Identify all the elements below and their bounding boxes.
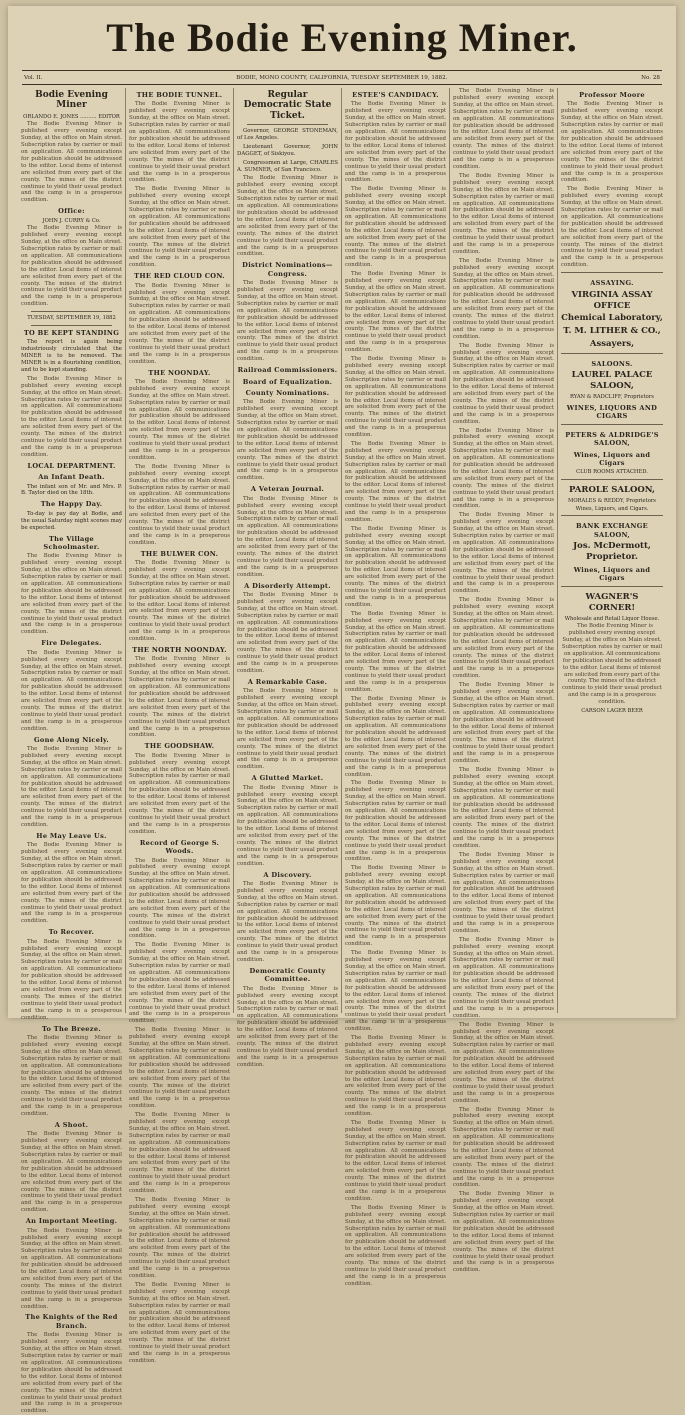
- item-title: To The Breeze.: [42, 1024, 101, 1033]
- filler-text: The Bodie Evening Miner is published every evening except Sunday, at the office on Main street. Subscription rates by carrier or mail on application. All communications for publication should be addressed to the editor. Local items of interest are solicited from every part of the county. The mines of the district continue to yield their usual product and the camp is in a prosperous condition.: [129, 1112, 230, 1195]
- article-title: A Disorderly Attempt.: [244, 581, 331, 590]
- article-title: A Discovery.: [263, 870, 312, 879]
- column-5: [450, 88, 558, 1274]
- proprietor: JOHN J. CURRY & Co.: [42, 217, 101, 224]
- filler-text: The Bodie Evening Miner is published every evening except Sunday, at the office on Main street. Subscription rates by carrier or mail on application. All communications for publication should be addressed to the editor. Local items of interest are solicited from every part of the county. The mines of the district continue to yield their usual product and the camp is in a prosperous condition.: [345, 440, 446, 523]
- ticket-title: Regular Democratic State Ticket.: [243, 90, 332, 121]
- column-1: [18, 88, 126, 1415]
- filler-text: The Bodie Evening Miner is published every evening except Sunday, at the office on Main street. Subscription rates by carrier or mail on application. All communications for publication should be addressed to the editor. Local items of interest are solicited from every part of the county. The mines of the district continue to yield their usual product and the camp is in a prosperous condition.: [453, 342, 554, 425]
- item-title: A Shoot.: [54, 1120, 89, 1129]
- ad-proprietors: RYAN & RADCLIFF, Proprietors: [570, 394, 654, 401]
- ad-line: CARSON LAGER BEER: [581, 708, 643, 715]
- candidate: Lieutenant Governor, JOHN DAGGET, of Siskiyou.: [237, 143, 338, 157]
- filler-text: The Bodie Evening Miner is published every evening except Sunday, at the office on Main street. Subscription rates by carrier or mail on application. All communications for publication should be addressed to the editor. Local items of interest are solicited from every part of the county. The mines of the district continue to yield their usual product and the camp is in a prosperous condition.: [21, 375, 122, 458]
- item-text: The infant son of Mr. and Mrs. P. B. Taylor died on the 18th.: [21, 483, 122, 497]
- ad-line: Wines, Liquors, and Cigars.: [575, 505, 649, 512]
- filler-text: The Bodie Evening Miner is published every evening except Sunday, at the office on Main street. Subscription rates by carrier or mail on application. All communications for publication should be addressed to the editor. Local items of interest are solicited from every part of the county. The mines of the district continue to yield their usual product and the camp is in a prosperous condition.: [129, 378, 230, 461]
- article-title: ESTEE'S CANDIDACY.: [352, 91, 439, 99]
- section-title: Board of Equalization.: [242, 377, 333, 386]
- filler-text: The Bodie Evening Miner is published every evening except Sunday, at the office on Main street. Subscription rates by carrier or mail on application. All communications for publication should be addressed to the editor. Local items of interest are solicited from every part of the county. The mines of the district continue to yield their usual product and the camp is in a prosperous condition.: [345, 356, 446, 439]
- article-title: A Remarkable Case.: [247, 677, 328, 686]
- article-title: THE RED CLOUD CON.: [134, 272, 225, 281]
- filler-text: The Bodie Evening Miner is published every evening except Sunday, at the office on Main street. Subscription rates by carrier or mail on application. All communications for publication should be addressed to the editor. Local items of interest are solicited from every part of the county. The mines of the district continue to yield their usual product and the camp is in a prosperous condition.: [237, 495, 338, 578]
- ad-name: BANK EXCHANGE SALOON,: [576, 522, 648, 539]
- ad-name: PAROLE SALOON,: [569, 485, 655, 496]
- filler-text: The Bodie Evening Miner is published every evening except Sunday, at the office on Main street. Subscription rates by carrier or mail on application. All communications for publication should be addressed to the editor. Local items of interest are solicited from every part of the county. The mines of the district continue to yield their usual product and the camp is in a prosperous condition.: [129, 656, 230, 739]
- article-title: TO BE KEPT STANDING: [23, 328, 120, 337]
- article-title: THE GOODSHAW.: [144, 742, 215, 751]
- item-title: The Happy Day.: [40, 500, 103, 509]
- ad-line: WINES, LIQUORS AND CIGARS: [566, 403, 658, 421]
- divider: [31, 311, 112, 312]
- article-title: THE NORTH NOONDAY.: [132, 646, 227, 654]
- filler-text: The Bodie Evening Miner is published every evening except Sunday, at the office on Main street. Subscription rates by carrier or mail on application. All communications for publication should be addressed to the editor. Local items of interest are solicited from every part of the county. The mines of the district continue to yield their usual product and the camp is in a prosperous condition.: [21, 842, 122, 925]
- dateline: [22, 70, 662, 85]
- filler-text: The Bodie Evening Miner is published every evening except Sunday, at the office on Main street. Subscription rates by carrier or mail on application. All communications for publication should be addressed to the editor. Local items of interest are solicited from every part of the county. The mines of the district continue to yield their usual product and the camp is in a prosperous condition.: [21, 1227, 122, 1310]
- filler-text: The Bodie Evening Miner is published every evening except Sunday, at the office on Main street. Subscription rates by carrier or mail on application. All communications for publication should be addressed to the editor. Local items of interest are solicited from every part of the county. The mines of the district continue to yield their usual product and the camp is in a prosperous condition.: [345, 950, 446, 1033]
- filler-text: The Bodie Evening Miner is published every evening except Sunday, at the office on Main street. Subscription rates by carrier or mail on application. All communications for publication should be addressed to the editor. Local items of interest are solicited from every part of the county. The mines of the district continue to yield their usual product and the camp is in a prosperous condition.: [237, 592, 338, 674]
- ad-parole: [561, 479, 663, 512]
- column-2: [126, 88, 234, 1364]
- ad-heading: SALOONS.: [591, 360, 633, 368]
- filler-text: The Bodie Evening Miner is published every evening except Sunday, at the office on Main street. Subscription rates by carrier or mail on application. All communications for publication should be addressed to the editor. Local items of interest are solicited from every part of the county. The mines of the district continue to yield their usual product and the camp is in a prosperous condition.: [21, 553, 122, 636]
- filler-text: The Bodie Evening Miner is published every evening except Sunday, at the office on Main street. Subscription rates by carrier or mail on application. All communications for publication should be addressed to the editor. Local items of interest are solicited from every part of the county. The mines of the district continue to yield their usual product and the camp is in a prosperous condition.: [345, 780, 446, 863]
- filler-text: The Bodie Evening Miner is published every evening except Sunday, at the office on Main street. Subscription rates by carrier or mail on application. All communications for publication should be addressed to the editor. Local items of interest are solicited from every part of the county. The mines of the district continue to yield their usual product and the camp is in a prosperous condition.: [453, 427, 554, 510]
- filler-text: The Bodie Evening Miner is published every evening except Sunday, at the office on Main street. Subscription rates by carrier or mail on application. All communications for publication should be addressed to the editor. Local items of interest are solicited from every part of the county. The mines of the district continue to yield their usual product and the camp is in a prosperous condition.: [345, 865, 446, 948]
- editor-line: ORLANDO E. JONES .......... EDITOR: [23, 113, 120, 120]
- ad-peters: [561, 424, 663, 476]
- ad-line: Wholesale and Retail Liquor House.: [564, 615, 660, 622]
- item-title: He May Leave Us.: [36, 831, 107, 840]
- columns: [18, 88, 666, 1415]
- ad-heading: ASSAYING.: [590, 279, 634, 288]
- filler-text: The Bodie Evening Miner is published every evening except Sunday, at the office on Main street. Subscription rates by carrier or mail on application. All communications for publication should be addressed to the editor. Local items of interest are solicited from every part of the county. The mines of the district continue to yield their usual product and the camp is in a prosperous condition.: [129, 463, 230, 546]
- item-title: An Important Meeting.: [25, 1217, 118, 1226]
- filler-text: The Bodie Evening Miner is published every evening except Sunday, at the office on Main street. Subscription rates by carrier or mail on application. All communications for publication should be addressed to the editor. Local items of interest are solicited from every part of the county. The mines of the district continue to yield their usual product and the camp is in a prosperous condition.: [345, 1119, 446, 1202]
- ad-name: VIRGINIA ASSAY OFFICE: [571, 289, 653, 311]
- filler-text: The Bodie Evening Miner is published every evening except Sunday, at the office on Main street. Subscription rates by carrier or mail on application. All communications for publication should be addressed to the editor. Local items of interest are solicited from every part of the county. The mines of the district continue to yield their usual product and the camp is in a prosperous condition.: [237, 399, 338, 482]
- filler-text: The Bodie Evening Miner is published every evening except Sunday, at the office on Main street. Subscription rates by carrier or mail on application. All communications for publication should be addressed to the editor. Local items of interest are solicited from every part of the county. The mines of the district continue to yield their usual product and the camp is in a prosperous condition.: [237, 880, 338, 963]
- filler-text: The Bodie Evening Miner is published every evening except Sunday, at the office on Main street. Subscription rates by carrier or mail on application. All communications for publication should be addressed to the editor. Local items of interest are solicited from every part of the county. The mines of the district continue to yield their usual product and the camp is in a prosperous condition.: [561, 186, 663, 269]
- ad-line: Wines, Liquors and Cigars: [573, 565, 651, 583]
- filler-text: The Bodie Evening Miner is published every evening except Sunday, at the office on Main street. Subscription rates by carrier or mail on application. All communications for publication should be addressed to the editor. Local items of interest are solicited from every part of the county. The mines of the district continue to yield their usual product and the camp is in a prosperous condition.: [129, 942, 230, 1025]
- filler-text: The Bodie Evening Miner is published every evening except Sunday, at the office on Main street. Subscription rates by carrier or mail on application. All communications for publication should be addressed to the editor. Local items of interest are solicited from every part of the county. The mines of the district continue to yield their usual product and the camp is in a prosperous condition.: [129, 752, 230, 835]
- filler-text: The Bodie Evening Miner is published every evening except Sunday, at the office on Main street. Subscription rates by carrier or mail on application. All communications for publication should be addressed to the editor. Local items of interest are solicited from every part of the county. The mines of the district continue to yield their usual product and the camp is in a prosperous condition.: [345, 101, 446, 184]
- filler-text: The Bodie Evening Miner is published every evening except Sunday, at the office on Main street. Subscription rates by carrier or mail on application. All communications for publication should be addressed to the editor. Local items of interest are solicited from every part of the county. The mines of the district continue to yield their usual product and the camp is in a prosperous condition.: [21, 746, 122, 828]
- filler-text: The Bodie Evening Miner is published every evening except Sunday, at the office on Main street. Subscription rates by carrier or mail on application. All communications for publication should be addressed to the editor. Local items of interest are solicited from every part of the county. The mines of the district continue to yield their usual product and the camp is in a prosperous condition.: [129, 186, 230, 269]
- article-title: A Veteran Journal.: [250, 485, 325, 494]
- filler-text: The Bodie Evening Miner is published every evening except Sunday, at the office on Main street. Subscription rates by carrier or mail on application. All communications for publication should be addressed to the editor. Local items of interest are solicited from every part of the county. The mines of the district continue to yield their usual product and the camp is in a prosperous condition.: [453, 1191, 554, 1274]
- issue-number: No. 28: [641, 74, 660, 81]
- article-title: THE BULWER CON.: [140, 549, 219, 558]
- section-title: Railroad Commissioners.: [237, 366, 338, 375]
- ad-name: WAGNER'S CORNER!: [585, 591, 639, 613]
- newspaper-page: [8, 6, 676, 1415]
- filler-text: The Bodie Evening Miner is published every evening except Sunday, at the office on Main street. Subscription rates by carrier or mail on application. All communications for publication should be addressed to the editor. Local items of interest are solicited from every part of the county. The mines of the district continue to yield their usual product and the camp is in a prosperous condition.: [21, 225, 122, 308]
- filler-text: The Bodie Evening Miner is published every evening except Sunday, at the office on Main street. Subscription rates by carrier or mail on application. All communications for publication should be addressed to the editor. Local items of interest are solicited from every part of the county. The mines of the district continue to yield their usual product and the camp is in a prosperous condition.: [453, 1021, 554, 1104]
- ad-name: Assayers,: [589, 339, 635, 350]
- filler-text: The Bodie Evening Miner is published every evening except Sunday, at the office on Main street. Subscription rates by carrier or mail on application. All communications for publication should be addressed to the editor. Local items of interest are solicited from every part of the county. The mines of the district continue to yield their usual product and the camp is in a prosperous condition.: [345, 525, 446, 608]
- filler-text: The Bodie Evening Miner is published every evening except Sunday, at the office on Main street. Subscription rates by carrier or mail on application. All communications for publication should be addressed to the editor. Local items of interest are solicited from every part of the county. The mines of the district continue to yield their usual product and the camp is in a prosperous condition.: [345, 271, 446, 354]
- filler-text: The Bodie Evening Miner is published every evening except Sunday, at the office on Main street. Subscription rates by carrier or mail on application. All communications for publication should be addressed to the editor. Local items of interest are solicited from every part of the county. The mines of the district continue to yield their usual product and the camp is in a prosperous condition.: [453, 172, 554, 255]
- ad-title: Professor Moore: [579, 91, 645, 99]
- ad-name: PETERS & ALDRIDGE'S SALOON,: [565, 430, 659, 448]
- filler-text: The Bodie Evening Miner is published every evening except Sunday, at the office on Main street. Subscription rates by carrier or mail on application. All communications for publication should be addressed to the editor. Local items of interest are solicited from every part of the county. The mines of the district continue to yield their usual product and the camp is in a prosperous condition.: [237, 280, 338, 363]
- ad-line: CLUB ROOMS ATTACHED.: [576, 469, 648, 476]
- filler-text: The Bodie Evening Miner is published every evening except Sunday, at the office on Main street. Subscription rates by carrier or mail on application. All communications for publication should be addressed to the editor. Local items of interest are solicited from every part of the county. The mines of the district continue to yield their usual product and the camp is in a prosperous condition.: [345, 186, 446, 269]
- ad-assaying: [561, 272, 663, 350]
- ad-name: Chemical Laboratory,: [561, 313, 663, 324]
- filler-text: The Bodie Evening Miner is published every evening except Sunday, at the office on Main street. Subscription rates by carrier or mail on application. All communications for publication should be addressed to the editor. Local items of interest are solicited from every part of the county. The mines of the district continue to yield their usual product and the camp is in a prosperous condition.: [453, 88, 554, 170]
- filler-text: The Bodie Evening Miner is published every evening except Sunday, at the office on Main street. Subscription rates by carrier or mail on application. All communications for publication should be addressed to the editor. Local items of interest are solicited from every part of the county. The mines of the district continue to yield their usual product and the camp is in a prosperous condition.: [237, 688, 338, 771]
- filler-text: The Bodie Evening Miner is published every evening except Sunday, at the office on Main street. Subscription rates by carrier or mail on application. All communications for publication should be addressed to the editor. Local items of interest are solicited from every part of the county. The mines of the district continue to yield their usual product and the camp is in a prosperous condition.: [561, 623, 663, 706]
- filler-text: The Bodie Evening Miner is published every evening except Sunday, at the office on Main street. Subscription rates by carrier or mail on application. All communications for publication should be addressed to the editor. Local items of interest are solicited from every part of the county. The mines of the district continue to yield their usual product and the camp is in a prosperous condition.: [345, 695, 446, 778]
- filler-text: The Bodie Evening Miner is published every evening except Sunday, at the office on Main street. Subscription rates by carrier or mail on application. All communications for publication should be addressed to the editor. Local items of interest are solicited from every part of the county. The mines of the district continue to yield their usual product and the camp is in a prosperous condition.: [21, 1034, 122, 1117]
- filler-text: The Bodie Evening Miner is published every evening except Sunday, at the office on Main street. Subscription rates by carrier or mail on application. All communications for publication should be addressed to the editor. Local items of interest are solicited from every part of the county. The mines of the district continue to yield their usual product and the camp is in a prosperous condition.: [453, 936, 554, 1019]
- candidate: Congressmen at Large, CHARLES A. SUMNER, of San Francisco.: [237, 159, 338, 173]
- section-title: District Nominations—Congress.: [242, 261, 333, 278]
- filler-text: The Bodie Evening Miner is published every evening except Sunday, at the office on Main street. Subscription rates by carrier or mail on application. All communications for publication should be addressed to the editor. Local items of interest are solicited from every part of the county. The mines of the district continue to yield their usual product and the camp is in a prosperous condition.: [345, 610, 446, 693]
- ad-name: T. M. LITHER & CO.,: [563, 326, 661, 337]
- ad-saloons: [561, 353, 663, 421]
- divider: [31, 325, 112, 326]
- filler-text: The Bodie Evening Miner is published every evening except Sunday, at the office on Main street. Subscription rates by carrier or mail on application. All communications for publication should be addressed to the editor. Local items of interest are solicited from every part of the county. The mines of the district continue to yield their usual product and the camp is in a prosperous condition.: [21, 649, 122, 732]
- section-title: County Nominations.: [245, 388, 330, 397]
- filler-text: The Bodie Evening Miner is published every evening except Sunday, at the office on Main street. Subscription rates by carrier or mail on application. All communications for publication should be addressed to the editor. Local items of interest are solicited from every part of the county. The mines of the district continue to yield their usual product and the camp is in a prosperous condition.: [453, 257, 554, 340]
- filler-text: The Bodie Evening Miner is published every evening except Sunday, at the office on Main street. Subscription rates by carrier or mail on application. All communications for publication should be addressed to the editor. Local items of interest are solicited from every part of the county. The mines of the district continue to yield their usual product and the camp is in a prosperous condition.: [21, 121, 122, 204]
- filler-text: The Bodie Evening Miner is published every evening except Sunday, at the office on Main street. Subscription rates by carrier or mail on application. All communications for publication should be addressed to the editor. Local items of interest are solicited from every part of the county. The mines of the district continue to yield their usual product and the camp is in a prosperous condition.: [129, 101, 230, 184]
- filler-text: The Bodie Evening Miner is published every evening except Sunday, at the office on Main street. Subscription rates by carrier or mail on application. All communications for publication should be addressed to the editor. Local items of interest are solicited from every part of the county. The mines of the district continue to yield their usual product and the camp is in a prosperous condition.: [237, 784, 338, 867]
- article-title: Record of George S. Woods.: [139, 838, 220, 856]
- filler-text: The Bodie Evening Miner is published every evening except Sunday, at the office on Main street. Subscription rates by carrier or mail on application. All communications for publication should be addressed to the editor. Local items of interest are solicited from every part of the county. The mines of the district continue to yield their usual product and the camp is in a prosperous condition.: [237, 175, 338, 258]
- filler-text: The Bodie Evening Miner is published every evening except Sunday, at the office on Main street. Subscription rates by carrier or mail on application. All communications for publication should be addressed to the editor. Local items of interest are solicited from every part of the county. The mines of the district continue to yield their usual product and the camp is in a prosperous condition.: [561, 101, 663, 184]
- filler-text: The Bodie Evening Miner is published every evening except Sunday, at the office on Main street. Subscription rates by carrier or mail on application. All communications for publication should be addressed to the editor. Local items of interest are solicited from every part of the county. The mines of the district continue to yield their usual product and the camp is in a prosperous condition.: [129, 1027, 230, 1110]
- item-title: Fire Delegates.: [41, 639, 102, 648]
- section-title: LOCAL DEPARTMENT.: [27, 461, 116, 470]
- article-title: THE NOONDAY.: [148, 368, 211, 377]
- ad-wagner: [561, 586, 663, 715]
- divider: [247, 124, 328, 125]
- column-4: [342, 88, 450, 1287]
- column-3: [234, 88, 342, 1068]
- ad-proprietors: MORALES & REDDY, Proprietors: [568, 498, 656, 504]
- filler-text: The Bodie Evening Miner is published every evening except Sunday, at the office on Main street. Subscription rates by carrier or mail on application. All communications for publication should be addressed to the editor. Local items of interest are solicited from every part of the county. The mines of the district continue to yield their usual product and the camp is in a prosperous condition.: [453, 767, 554, 849]
- ad-bank-exchange: [561, 515, 663, 583]
- filler-text: The Bodie Evening Miner is published every evening except Sunday, at the office on Main street. Subscription rates by carrier or mail on application. All communications for publication should be addressed to the editor. Local items of interest are solicited from every part of the county. The mines of the district continue to yield their usual product and the camp is in a prosperous condition.: [237, 985, 338, 1068]
- filler-text: The Bodie Evening Miner is published every evening except Sunday, at the office on Main street. Subscription rates by carrier or mail on application. All communications for publication should be addressed to the editor. Local items of interest are solicited from every part of the county. The mines of the district continue to yield their usual product and the camp is in a prosperous condition.: [453, 682, 554, 765]
- filler-text: The Bodie Evening Miner is published every evening except Sunday, at the office on Main street. Subscription rates by carrier or mail on application. All communications for publication should be addressed to the editor. Local items of interest are solicited from every part of the county. The mines of the district continue to yield their usual product and the camp is in a prosperous condition.: [129, 1281, 230, 1364]
- issue-date: TUESDAY, SEPTEMBER 19, 1882: [27, 315, 116, 322]
- article-title: Democratic County Committee.: [249, 966, 326, 984]
- filler-text: The Bodie Evening Miner is published every evening except Sunday, at the office on Main street. Subscription rates by carrier or mail on application. All communications for publication should be addressed to the editor. Local items of interest are solicited from every part of the county. The mines of the district continue to yield their usual product and the camp is in a prosperous condition.: [129, 857, 230, 940]
- volume-number: Vol. II.: [24, 74, 43, 81]
- item-text: To-day is pay day at Bodie, and the usual Saturday night scenes may be expected.: [21, 510, 122, 531]
- column-6-ads: [558, 88, 666, 1013]
- office-label: Office:: [58, 207, 85, 216]
- filler-text: The Bodie Evening Miner is published every evening except Sunday, at the office on Main street. Subscription rates by carrier or mail on application. All communications for publication should be addressed to the editor. Local items of interest are solicited from every part of the county. The mines of the district continue to yield their usual product and the camp is in a prosperous condition.: [453, 597, 554, 680]
- filler-text: The Bodie Evening Miner is published every evening except Sunday, at the office on Main street. Subscription rates by carrier or mail on application. All communications for publication should be addressed to the editor. Local items of interest are solicited from every part of the county. The mines of the district continue to yield their usual product and the camp is in a prosperous condition.: [21, 1131, 122, 1214]
- article-text: The report is again being industriously circulated that the MINER is to be removed. The MINER is in a flourishing condition, and to be kept standing.: [21, 339, 122, 373]
- ad-name: LAUREL PALACE SALOON,: [571, 370, 653, 392]
- candidate: Governor, GEORGE STONEMAN, of Los Angeles.: [237, 128, 338, 141]
- filler-text: The Bodie Evening Miner is published every evening except Sunday, at the office on Main street. Subscription rates by carrier or mail on application. All communications for publication should be addressed to the editor. Local items of interest are solicited from every part of the county. The mines of the district continue to yield their usual product and the camp is in a prosperous condition.: [345, 1204, 446, 1287]
- filler-text: The Bodie Evening Miner is published every evening except Sunday, at the office on Main street. Subscription rates by carrier or mail on application. All communications for publication should be addressed to the editor. Local items of interest are solicited from every part of the county. The mines of the district continue to yield their usual product and the camp is in a prosperous condition.: [345, 1035, 446, 1118]
- filler-text: The Bodie Evening Miner is published every evening except Sunday, at the office on Main street. Subscription rates by carrier or mail on application. All communications for publication should be addressed to the editor. Local items of interest are solicited from every part of the county. The mines of the district continue to yield their usual product and the camp is in a prosperous condition.: [129, 1197, 230, 1279]
- place-and-date: BODIE, MONO COUNTY, CALIFORNIA, TUESDAY SEPTEMBER 19, 1882.: [236, 74, 448, 81]
- filler-text: The Bodie Evening Miner is published every evening except Sunday, at the office on Main street. Subscription rates by carrier or mail on application. All communications for publication should be addressed to the editor. Local items of interest are solicited from every part of the county. The mines of the district continue to yield their usual product and the camp is in a prosperous condition.: [21, 1332, 122, 1415]
- ad-line: Wines, Liquors and Cigars: [573, 450, 651, 468]
- item-title: To Recover.: [48, 928, 95, 937]
- item-title: Gone Along Nicely.: [33, 735, 110, 744]
- ad-proprietor: Jos. McDermott, Proprietor.: [573, 541, 651, 563]
- article-title: A Glutted Market.: [251, 774, 324, 783]
- article-title: THE BODIE TUNNEL.: [136, 91, 223, 99]
- filler-text: The Bodie Evening Miner is published every evening except Sunday, at the office on Main street. Subscription rates by carrier or mail on application. All communications for publication should be addressed to the editor. Local items of interest are solicited from every part of the county. The mines of the district continue to yield their usual product and the camp is in a prosperous condition.: [453, 851, 554, 934]
- item-title: The Knights of the Red Branch.: [25, 1313, 118, 1330]
- filler-text: The Bodie Evening Miner is published every evening except Sunday, at the office on Main street. Subscription rates by carrier or mail on application. All communications for publication should be addressed to the editor. Local items of interest are solicited from every part of the county. The mines of the district continue to yield their usual product and the camp is in a prosperous condition.: [129, 282, 230, 365]
- item-title: The Village Schoolmaster.: [43, 534, 100, 551]
- filler-text: The Bodie Evening Miner is published every evening except Sunday, at the office on Main street. Subscription rates by carrier or mail on application. All communications for publication should be addressed to the editor. Local items of interest are solicited from every part of the county. The mines of the district continue to yield their usual product and the camp is in a prosperous condition.: [129, 560, 230, 643]
- filler-text: The Bodie Evening Miner is published every evening except Sunday, at the office on Main street. Subscription rates by carrier or mail on application. All communications for publication should be addressed to the editor. Local items of interest are solicited from every part of the county. The mines of the district continue to yield their usual product and the camp is in a prosperous condition.: [453, 1106, 554, 1189]
- item-title: An Infant Death.: [38, 473, 105, 482]
- masthead-title: The Bodie Evening Miner.: [106, 15, 578, 60]
- filler-text: The Bodie Evening Miner is published every evening except Sunday, at the office on Main street. Subscription rates by carrier or mail on application. All communications for publication should be addressed to the editor. Local items of interest are solicited from every part of the county. The mines of the district continue to yield their usual product and the camp is in a prosperous condition.: [21, 938, 122, 1021]
- filler-text: The Bodie Evening Miner is published every evening except Sunday, at the office on Main street. Subscription rates by carrier or mail on application. All communications for publication should be addressed to the editor. Local items of interest are solicited from every part of the county. The mines of the district continue to yield their usual product and the camp is in a prosperous condition.: [453, 512, 554, 595]
- paper-nameplate: Bodie Evening Miner: [35, 90, 108, 111]
